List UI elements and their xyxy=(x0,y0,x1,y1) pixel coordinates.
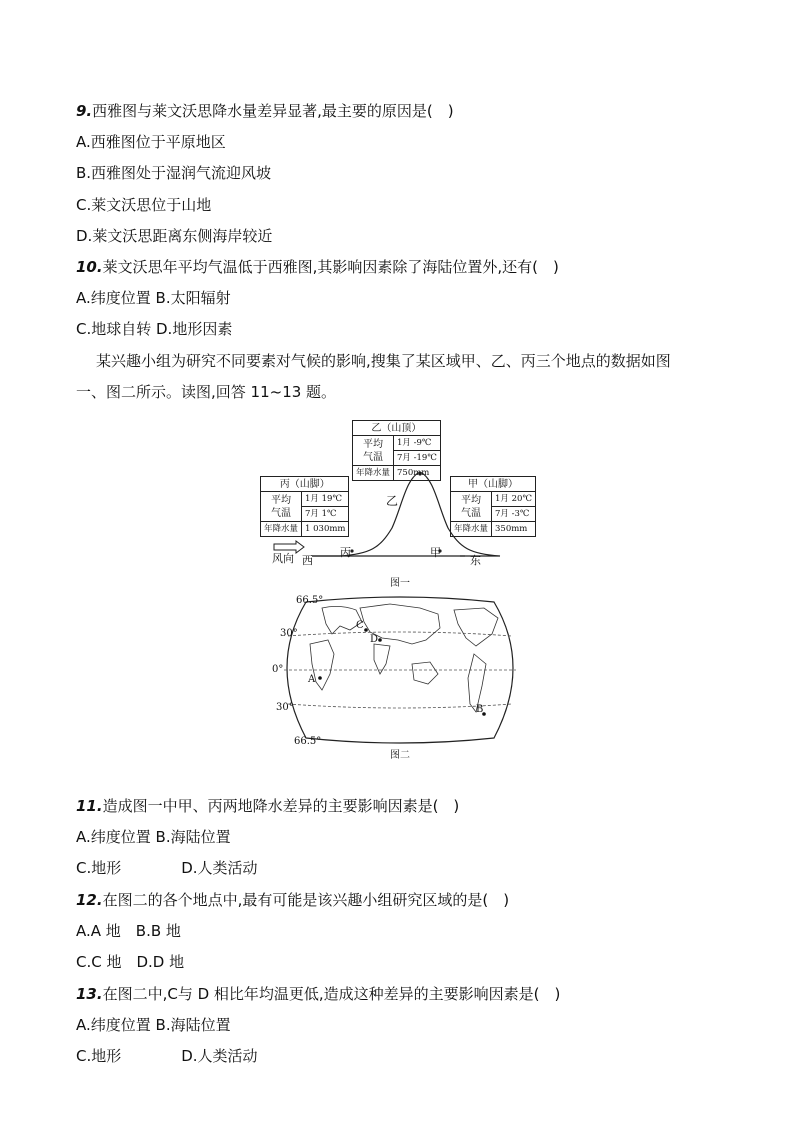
lat-66-5-south-label: 66.5° xyxy=(294,736,322,747)
question-number: 11. xyxy=(76,797,103,815)
equator-label: 0° xyxy=(272,664,284,675)
question-11 xyxy=(76,796,459,816)
precip-value: 1 030mm xyxy=(302,522,349,537)
option-line: A.纬度位置 B.海陆位置 xyxy=(76,828,231,846)
table-title: 甲（山脚） xyxy=(451,477,536,492)
wind-label: 风向 xyxy=(272,552,294,565)
option-line: A.纬度位置 B.太阳辐射 xyxy=(76,289,231,307)
option-line: C.地形 D.人类活动 xyxy=(76,1047,258,1065)
option-line: A.纬度位置 B.海陆位置 xyxy=(76,1016,231,1034)
question-9 xyxy=(76,101,454,121)
jia-ground-label: 甲 xyxy=(430,546,441,559)
point-d-marker xyxy=(378,638,382,642)
precip-value: 350mm xyxy=(492,522,536,537)
east-label: 东 xyxy=(470,554,481,567)
question-12 xyxy=(76,890,509,910)
figure-1 xyxy=(260,418,540,588)
precip-label: 年降水量 xyxy=(353,466,394,481)
point-c-label: C xyxy=(356,620,364,631)
question-stem: 在图二中,C与 D 相比年均温更低,造成这种差异的主要影响因素是( ) xyxy=(102,985,561,1003)
jul-temp: 7月 1℃ xyxy=(302,507,349,522)
table-bing xyxy=(260,476,349,537)
precip-label: 年降水量 xyxy=(261,522,302,537)
figure-2 xyxy=(270,594,530,746)
lat-30-north-label: 30° xyxy=(280,628,298,639)
intro-paragraph-line-2: 一、图二所示。读图,回答 11~13 题。 xyxy=(76,383,337,401)
figure-2-caption: 图二 xyxy=(390,750,410,761)
question-number: 12. xyxy=(76,891,103,909)
jan-temp: 1月 -9℃ xyxy=(394,436,441,451)
figure-1-caption: 图一 xyxy=(390,578,410,589)
peak-label: 乙 xyxy=(386,494,399,508)
table-yi xyxy=(352,420,441,481)
temp-label: 平均 气温 xyxy=(451,492,492,522)
point-b-label: B xyxy=(476,704,484,715)
precip-label: 年降水量 xyxy=(451,522,492,537)
question-stem: 在图二的各个地点中,最有可能是该兴趣小组研究区域的是( ) xyxy=(102,891,510,909)
temp-label: 平均 气温 xyxy=(261,492,302,522)
option-line: C.地球自转 D.地形因素 xyxy=(76,320,233,338)
intro-paragraph-line-1: 某兴趣小组为研究不同要素对气候的影响,搜集了某区域甲、乙、丙三个地点的数据如图 xyxy=(96,352,671,370)
lat-66-5-north-label: 66.5° xyxy=(296,595,324,606)
jul-temp: 7月 -3℃ xyxy=(492,507,536,522)
point-a-label: A xyxy=(308,674,316,685)
table-jia xyxy=(450,476,536,537)
option-line: D.莱文沃思距离东侧海岸较近 xyxy=(76,227,273,245)
question-stem: 莱文沃思年平均气温低于西雅图,其影响因素除了海陆位置外,还有( ) xyxy=(102,258,559,276)
table-title: 乙（山顶） xyxy=(353,421,441,436)
world-map xyxy=(270,594,530,746)
temp-label: 平均 气温 xyxy=(353,436,394,466)
question-number: 10. xyxy=(76,258,103,276)
question-number: 9. xyxy=(76,102,93,120)
question-stem: 造成图一中甲、丙两地降水差异的主要影响因素是( ) xyxy=(102,797,460,815)
point-a-marker xyxy=(318,676,322,680)
option-line: A.A 地 B.B 地 xyxy=(76,922,181,940)
jul-temp: 7月 -19℃ xyxy=(394,451,441,466)
jan-temp: 1月 19℃ xyxy=(302,492,349,507)
bing-ground-label: 丙 xyxy=(340,546,351,559)
question-number: 13. xyxy=(76,985,103,1003)
question-stem: 西雅图与莱文沃思降水量差异显著,最主要的原因是( ) xyxy=(92,102,454,120)
question-10 xyxy=(76,257,559,277)
question-13 xyxy=(76,984,560,1004)
option-line: C.地形 D.人类活动 xyxy=(76,859,258,877)
point-c-marker xyxy=(364,628,368,632)
option-line: A.西雅图位于平原地区 xyxy=(76,133,226,151)
precip-value: 750mm xyxy=(394,466,441,481)
lat-30-south-label: 30° xyxy=(276,702,294,713)
point-d-label: D xyxy=(370,634,379,645)
jan-temp: 1月 20℃ xyxy=(492,492,536,507)
table-title: 丙（山脚） xyxy=(261,477,349,492)
option-line: C.C 地 D.D 地 xyxy=(76,953,185,971)
west-label: 西 xyxy=(302,554,313,567)
option-line: B.西雅图处于湿润气流迎风坡 xyxy=(76,164,272,182)
option-line: C.莱文沃思位于山地 xyxy=(76,196,212,214)
